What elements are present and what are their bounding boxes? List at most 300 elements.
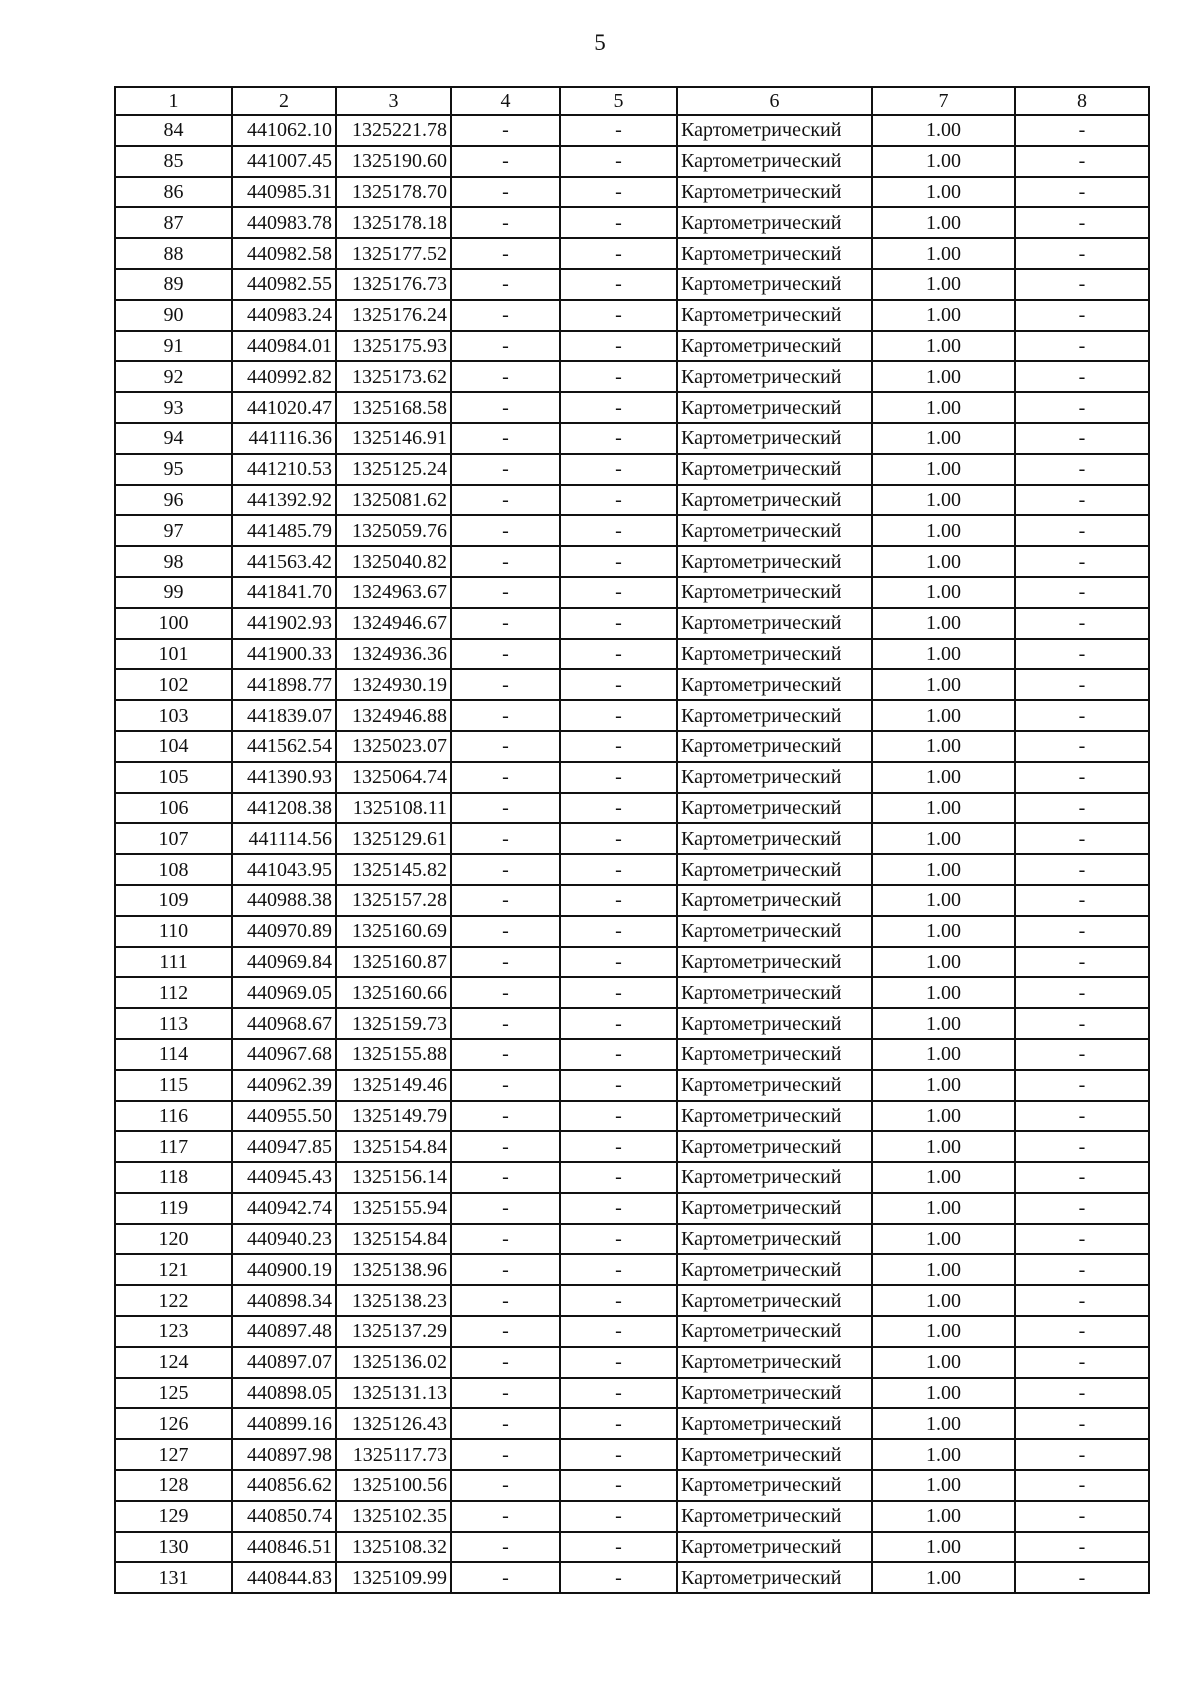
point-number-cell: 92 <box>115 361 232 392</box>
column-8-cell: - <box>1015 731 1149 762</box>
column-4-cell: - <box>451 331 560 362</box>
column-8-cell: - <box>1015 454 1149 485</box>
y-coordinate-cell: 1325146.91 <box>336 423 451 454</box>
point-number-cell: 131 <box>115 1562 232 1593</box>
column-4-cell: - <box>451 1378 560 1409</box>
table-row <box>115 1316 1149 1347</box>
x-coordinate-cell: 441020.47 <box>232 392 336 423</box>
accuracy-cell: 1.00 <box>872 1254 1015 1285</box>
table-row <box>115 361 1149 392</box>
accuracy-cell: 1.00 <box>872 885 1015 916</box>
column-5-cell: - <box>560 1131 677 1162</box>
point-number-cell: 114 <box>115 1039 232 1070</box>
accuracy-cell: 1.00 <box>872 669 1015 700</box>
x-coordinate-cell: 440962.39 <box>232 1070 336 1101</box>
x-coordinate-cell: 440967.68 <box>232 1039 336 1070</box>
method-cell: Картометрический <box>677 1347 872 1378</box>
method-cell: Картометрический <box>677 854 872 885</box>
column-header: 1 <box>115 87 232 115</box>
table-row <box>115 331 1149 362</box>
column-8-cell: - <box>1015 793 1149 824</box>
accuracy-cell: 1.00 <box>872 546 1015 577</box>
table-row <box>115 1131 1149 1162</box>
x-coordinate-cell: 441392.92 <box>232 485 336 516</box>
column-4-cell: - <box>451 885 560 916</box>
accuracy-cell: 1.00 <box>872 608 1015 639</box>
table-row <box>115 423 1149 454</box>
method-cell: Картометрический <box>677 947 872 978</box>
method-cell: Картометрический <box>677 207 872 238</box>
x-coordinate-cell: 441208.38 <box>232 793 336 824</box>
accuracy-cell: 1.00 <box>872 1378 1015 1409</box>
accuracy-cell: 1.00 <box>872 1532 1015 1563</box>
column-4-cell: - <box>451 639 560 670</box>
method-cell: Картометрический <box>677 485 872 516</box>
table-row <box>115 916 1149 947</box>
column-4-cell: - <box>451 485 560 516</box>
y-coordinate-cell: 1325102.35 <box>336 1501 451 1532</box>
x-coordinate-cell: 441210.53 <box>232 454 336 485</box>
column-5-cell: - <box>560 731 677 762</box>
column-8-cell: - <box>1015 1562 1149 1593</box>
x-coordinate-cell: 440988.38 <box>232 885 336 916</box>
table-row <box>115 1408 1149 1439</box>
accuracy-cell: 1.00 <box>872 1070 1015 1101</box>
accuracy-cell: 1.00 <box>872 177 1015 208</box>
accuracy-cell: 1.00 <box>872 1193 1015 1224</box>
accuracy-cell: 1.00 <box>872 515 1015 546</box>
y-coordinate-cell: 1325108.32 <box>336 1532 451 1563</box>
column-8-cell: - <box>1015 916 1149 947</box>
point-number-cell: 113 <box>115 1008 232 1039</box>
method-cell: Картометрический <box>677 300 872 331</box>
column-4-cell: - <box>451 1408 560 1439</box>
column-4-cell: - <box>451 1131 560 1162</box>
column-4-cell: - <box>451 1193 560 1224</box>
point-number-cell: 130 <box>115 1532 232 1563</box>
accuracy-cell: 1.00 <box>872 1439 1015 1470</box>
y-coordinate-cell: 1325178.18 <box>336 207 451 238</box>
x-coordinate-cell: 440945.43 <box>232 1162 336 1193</box>
table-row <box>115 1070 1149 1101</box>
y-coordinate-cell: 1325131.13 <box>336 1378 451 1409</box>
x-coordinate-cell: 441390.93 <box>232 762 336 793</box>
method-cell: Картометрический <box>677 454 872 485</box>
x-coordinate-cell: 440983.78 <box>232 207 336 238</box>
accuracy-cell: 1.00 <box>872 1162 1015 1193</box>
method-cell: Картометрический <box>677 423 872 454</box>
method-cell: Картометрический <box>677 639 872 670</box>
column-8-cell: - <box>1015 1347 1149 1378</box>
accuracy-cell: 1.00 <box>872 1470 1015 1501</box>
point-number-cell: 111 <box>115 947 232 978</box>
column-8-cell: - <box>1015 1532 1149 1563</box>
method-cell: Картометрический <box>677 885 872 916</box>
column-5-cell: - <box>560 577 677 608</box>
method-cell: Картометрический <box>677 823 872 854</box>
y-coordinate-cell: 1325159.73 <box>336 1008 451 1039</box>
column-4-cell: - <box>451 1070 560 1101</box>
y-coordinate-cell: 1325040.82 <box>336 546 451 577</box>
x-coordinate-cell: 440900.19 <box>232 1254 336 1285</box>
method-cell: Картометрический <box>677 731 872 762</box>
point-number-cell: 116 <box>115 1101 232 1132</box>
column-8-cell: - <box>1015 608 1149 639</box>
table-row <box>115 485 1149 516</box>
column-8-cell: - <box>1015 177 1149 208</box>
x-coordinate-cell: 441116.36 <box>232 423 336 454</box>
column-8-cell: - <box>1015 238 1149 269</box>
table-row <box>115 854 1149 885</box>
x-coordinate-cell: 440983.24 <box>232 300 336 331</box>
point-number-cell: 122 <box>115 1285 232 1316</box>
accuracy-cell: 1.00 <box>872 854 1015 885</box>
column-4-cell: - <box>451 1254 560 1285</box>
accuracy-cell: 1.00 <box>872 977 1015 1008</box>
table-row <box>115 1162 1149 1193</box>
column-5-cell: - <box>560 1439 677 1470</box>
method-cell: Картометрический <box>677 669 872 700</box>
x-coordinate-cell: 440982.58 <box>232 238 336 269</box>
accuracy-cell: 1.00 <box>872 423 1015 454</box>
table-row <box>115 269 1149 300</box>
column-4-cell: - <box>451 1501 560 1532</box>
column-header: 7 <box>872 87 1015 115</box>
column-5-cell: - <box>560 177 677 208</box>
table-row <box>115 639 1149 670</box>
point-number-cell: 96 <box>115 485 232 516</box>
column-5-cell: - <box>560 1070 677 1101</box>
accuracy-cell: 1.00 <box>872 823 1015 854</box>
method-cell: Картометрический <box>677 1162 872 1193</box>
point-number-cell: 115 <box>115 1070 232 1101</box>
column-8-cell: - <box>1015 1470 1149 1501</box>
x-coordinate-cell: 441839.07 <box>232 700 336 731</box>
accuracy-cell: 1.00 <box>872 207 1015 238</box>
table-row <box>115 885 1149 916</box>
column-8-cell: - <box>1015 1162 1149 1193</box>
y-coordinate-cell: 1325173.62 <box>336 361 451 392</box>
point-number-cell: 103 <box>115 700 232 731</box>
table-row <box>115 454 1149 485</box>
column-8-cell: - <box>1015 762 1149 793</box>
point-number-cell: 110 <box>115 916 232 947</box>
column-5-cell: - <box>560 454 677 485</box>
x-coordinate-cell: 440969.05 <box>232 977 336 1008</box>
x-coordinate-cell: 440844.83 <box>232 1562 336 1593</box>
table-row <box>115 115 1149 146</box>
method-cell: Картометрический <box>677 608 872 639</box>
table-row <box>115 1101 1149 1132</box>
accuracy-cell: 1.00 <box>872 1131 1015 1162</box>
column-5-cell: - <box>560 1193 677 1224</box>
y-coordinate-cell: 1325177.52 <box>336 238 451 269</box>
column-4-cell: - <box>451 115 560 146</box>
point-number-cell: 94 <box>115 423 232 454</box>
y-coordinate-cell: 1325176.73 <box>336 269 451 300</box>
column-8-cell: - <box>1015 1193 1149 1224</box>
column-4-cell: - <box>451 269 560 300</box>
x-coordinate-cell: 440899.16 <box>232 1408 336 1439</box>
column-5-cell: - <box>560 639 677 670</box>
table-row <box>115 238 1149 269</box>
x-coordinate-cell: 441043.95 <box>232 854 336 885</box>
accuracy-cell: 1.00 <box>872 485 1015 516</box>
column-8-cell: - <box>1015 854 1149 885</box>
y-coordinate-cell: 1325149.46 <box>336 1070 451 1101</box>
y-coordinate-cell: 1324930.19 <box>336 669 451 700</box>
y-coordinate-cell: 1325138.96 <box>336 1254 451 1285</box>
column-4-cell: - <box>451 1008 560 1039</box>
column-8-cell: - <box>1015 1224 1149 1255</box>
column-4-cell: - <box>451 1285 560 1316</box>
column-8-cell: - <box>1015 361 1149 392</box>
point-number-cell: 97 <box>115 515 232 546</box>
table-row <box>115 300 1149 331</box>
y-coordinate-cell: 1325178.70 <box>336 177 451 208</box>
method-cell: Картометрический <box>677 577 872 608</box>
table-row <box>115 546 1149 577</box>
column-8-cell: - <box>1015 515 1149 546</box>
table-row <box>115 1285 1149 1316</box>
table-row <box>115 515 1149 546</box>
method-cell: Картометрический <box>677 1008 872 1039</box>
method-cell: Картометрический <box>677 146 872 177</box>
x-coordinate-cell: 440846.51 <box>232 1532 336 1563</box>
column-4-cell: - <box>451 300 560 331</box>
column-5-cell: - <box>560 1316 677 1347</box>
method-cell: Картометрический <box>677 1039 872 1070</box>
accuracy-cell: 1.00 <box>872 1562 1015 1593</box>
column-8-cell: - <box>1015 977 1149 1008</box>
column-8-cell: - <box>1015 1008 1149 1039</box>
column-5-cell: - <box>560 1501 677 1532</box>
table-row <box>115 1378 1149 1409</box>
column-4-cell: - <box>451 1470 560 1501</box>
accuracy-cell: 1.00 <box>872 1008 1015 1039</box>
column-4-cell: - <box>451 608 560 639</box>
column-5-cell: - <box>560 1101 677 1132</box>
accuracy-cell: 1.00 <box>872 454 1015 485</box>
table-row <box>115 1470 1149 1501</box>
x-coordinate-cell: 440985.31 <box>232 177 336 208</box>
table-row <box>115 1532 1149 1563</box>
method-cell: Картометрический <box>677 1532 872 1563</box>
column-4-cell: - <box>451 1101 560 1132</box>
x-coordinate-cell: 441900.33 <box>232 639 336 670</box>
column-8-cell: - <box>1015 146 1149 177</box>
method-cell: Картометрический <box>677 1439 872 1470</box>
accuracy-cell: 1.00 <box>872 1347 1015 1378</box>
point-number-cell: 125 <box>115 1378 232 1409</box>
column-8-cell: - <box>1015 1285 1149 1316</box>
column-4-cell: - <box>451 916 560 947</box>
point-number-cell: 129 <box>115 1501 232 1532</box>
column-8-cell: - <box>1015 947 1149 978</box>
column-5-cell: - <box>560 1224 677 1255</box>
column-4-cell: - <box>451 700 560 731</box>
column-4-cell: - <box>451 1347 560 1378</box>
column-4-cell: - <box>451 793 560 824</box>
column-5-cell: - <box>560 823 677 854</box>
point-number-cell: 123 <box>115 1316 232 1347</box>
accuracy-cell: 1.00 <box>872 331 1015 362</box>
column-5-cell: - <box>560 269 677 300</box>
column-5-cell: - <box>560 300 677 331</box>
x-coordinate-cell: 440898.05 <box>232 1378 336 1409</box>
column-8-cell: - <box>1015 1439 1149 1470</box>
method-cell: Картометрический <box>677 1316 872 1347</box>
column-5-cell: - <box>560 1008 677 1039</box>
point-number-cell: 108 <box>115 854 232 885</box>
point-number-cell: 102 <box>115 669 232 700</box>
method-cell: Картометрический <box>677 1101 872 1132</box>
table-row <box>115 669 1149 700</box>
x-coordinate-cell: 440992.82 <box>232 361 336 392</box>
y-coordinate-cell: 1325023.07 <box>336 731 451 762</box>
table-row <box>115 762 1149 793</box>
x-coordinate-cell: 441902.93 <box>232 608 336 639</box>
y-coordinate-cell: 1325176.24 <box>336 300 451 331</box>
column-4-cell: - <box>451 1532 560 1563</box>
x-coordinate-cell: 441841.70 <box>232 577 336 608</box>
y-coordinate-cell: 1325155.94 <box>336 1193 451 1224</box>
x-coordinate-cell: 440970.89 <box>232 916 336 947</box>
table-row <box>115 977 1149 1008</box>
table-row <box>115 1254 1149 1285</box>
point-number-cell: 84 <box>115 115 232 146</box>
accuracy-cell: 1.00 <box>872 269 1015 300</box>
y-coordinate-cell: 1325157.28 <box>336 885 451 916</box>
column-5-cell: - <box>560 700 677 731</box>
method-cell: Картометрический <box>677 546 872 577</box>
column-5-cell: - <box>560 1562 677 1593</box>
accuracy-cell: 1.00 <box>872 639 1015 670</box>
point-number-cell: 98 <box>115 546 232 577</box>
x-coordinate-cell: 440984.01 <box>232 331 336 362</box>
column-4-cell: - <box>451 454 560 485</box>
column-5-cell: - <box>560 1254 677 1285</box>
table-row <box>115 823 1149 854</box>
x-coordinate-cell: 440968.67 <box>232 1008 336 1039</box>
x-coordinate-cell: 441563.42 <box>232 546 336 577</box>
method-cell: Картометрический <box>677 1285 872 1316</box>
y-coordinate-cell: 1325108.11 <box>336 793 451 824</box>
method-cell: Картометрический <box>677 269 872 300</box>
column-5-cell: - <box>560 762 677 793</box>
column-4-cell: - <box>451 977 560 1008</box>
method-cell: Картометрический <box>677 115 872 146</box>
table-row <box>115 1008 1149 1039</box>
point-number-cell: 112 <box>115 977 232 1008</box>
column-5-cell: - <box>560 361 677 392</box>
y-coordinate-cell: 1325154.84 <box>336 1131 451 1162</box>
column-4-cell: - <box>451 854 560 885</box>
table-row <box>115 577 1149 608</box>
column-5-cell: - <box>560 1285 677 1316</box>
y-coordinate-cell: 1325117.73 <box>336 1439 451 1470</box>
column-5-cell: - <box>560 515 677 546</box>
column-5-cell: - <box>560 392 677 423</box>
point-number-cell: 104 <box>115 731 232 762</box>
point-number-cell: 120 <box>115 1224 232 1255</box>
table-row <box>115 1039 1149 1070</box>
x-coordinate-cell: 440940.23 <box>232 1224 336 1255</box>
column-5-cell: - <box>560 854 677 885</box>
column-8-cell: - <box>1015 823 1149 854</box>
column-8-cell: - <box>1015 546 1149 577</box>
column-5-cell: - <box>560 485 677 516</box>
accuracy-cell: 1.00 <box>872 1316 1015 1347</box>
column-8-cell: - <box>1015 485 1149 516</box>
table-row <box>115 1562 1149 1593</box>
y-coordinate-cell: 1325175.93 <box>336 331 451 362</box>
accuracy-cell: 1.00 <box>872 361 1015 392</box>
column-5-cell: - <box>560 947 677 978</box>
point-number-cell: 126 <box>115 1408 232 1439</box>
y-coordinate-cell: 1325126.43 <box>336 1408 451 1439</box>
accuracy-cell: 1.00 <box>872 700 1015 731</box>
y-coordinate-cell: 1324936.36 <box>336 639 451 670</box>
x-coordinate-cell: 440982.55 <box>232 269 336 300</box>
accuracy-cell: 1.00 <box>872 1039 1015 1070</box>
method-cell: Картометрический <box>677 1070 872 1101</box>
method-cell: Картометрический <box>677 1470 872 1501</box>
method-cell: Картометрический <box>677 177 872 208</box>
table-row <box>115 1347 1149 1378</box>
point-number-cell: 99 <box>115 577 232 608</box>
accuracy-cell: 1.00 <box>872 916 1015 947</box>
table-row <box>115 731 1149 762</box>
column-5-cell: - <box>560 1162 677 1193</box>
y-coordinate-cell: 1325160.66 <box>336 977 451 1008</box>
y-coordinate-cell: 1325137.29 <box>336 1316 451 1347</box>
point-number-cell: 128 <box>115 1470 232 1501</box>
column-4-cell: - <box>451 146 560 177</box>
x-coordinate-cell: 441114.56 <box>232 823 336 854</box>
x-coordinate-cell: 440897.48 <box>232 1316 336 1347</box>
point-number-cell: 106 <box>115 793 232 824</box>
table-row <box>115 1193 1149 1224</box>
column-header: 3 <box>336 87 451 115</box>
y-coordinate-cell: 1324963.67 <box>336 577 451 608</box>
method-cell: Картометрический <box>677 515 872 546</box>
table-row <box>115 1501 1149 1532</box>
column-5-cell: - <box>560 793 677 824</box>
method-cell: Картометрический <box>677 1254 872 1285</box>
table-row <box>115 146 1149 177</box>
column-8-cell: - <box>1015 1254 1149 1285</box>
column-5-cell: - <box>560 238 677 269</box>
point-number-cell: 124 <box>115 1347 232 1378</box>
column-5-cell: - <box>560 146 677 177</box>
y-coordinate-cell: 1325100.56 <box>336 1470 451 1501</box>
column-4-cell: - <box>451 762 560 793</box>
y-coordinate-cell: 1325168.58 <box>336 392 451 423</box>
point-number-cell: 87 <box>115 207 232 238</box>
table-row <box>115 1224 1149 1255</box>
column-5-cell: - <box>560 916 677 947</box>
column-8-cell: - <box>1015 115 1149 146</box>
y-coordinate-cell: 1325155.88 <box>336 1039 451 1070</box>
point-number-cell: 107 <box>115 823 232 854</box>
y-coordinate-cell: 1325136.02 <box>336 1347 451 1378</box>
point-number-cell: 119 <box>115 1193 232 1224</box>
table-body <box>115 115 1149 1593</box>
x-coordinate-cell: 440942.74 <box>232 1193 336 1224</box>
column-4-cell: - <box>451 1039 560 1070</box>
column-8-cell: - <box>1015 1070 1149 1101</box>
